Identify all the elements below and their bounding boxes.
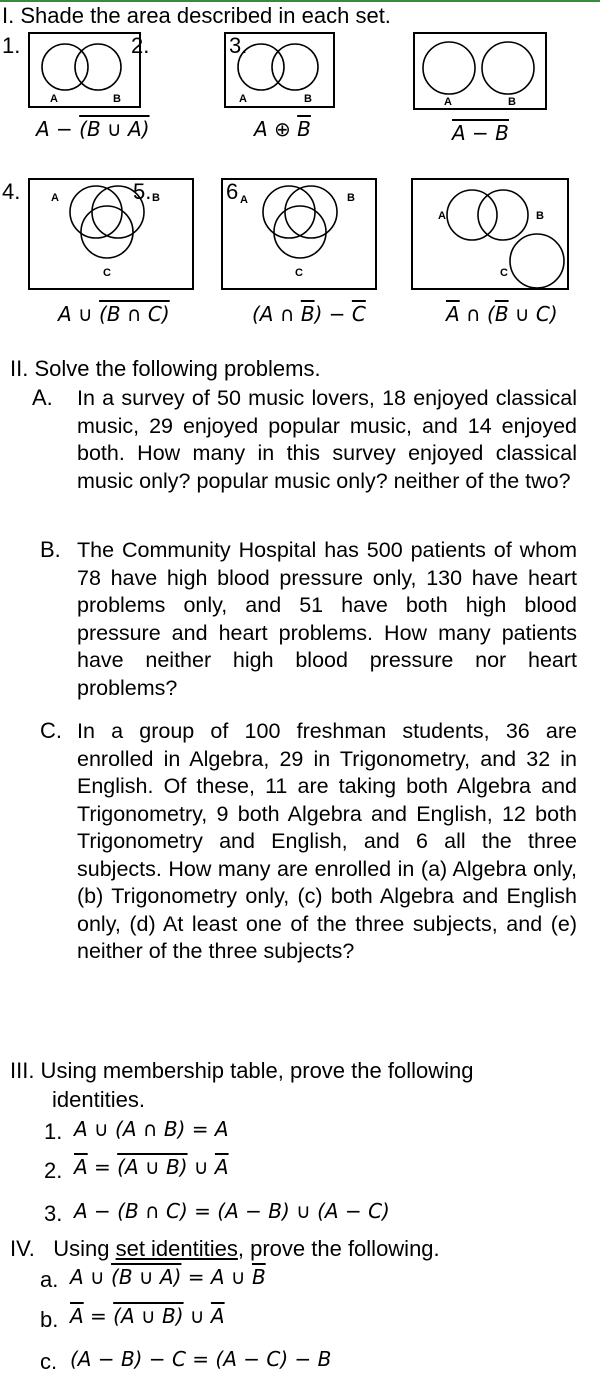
formula-2-overlined: $\overline{B}$ [297, 117, 311, 141]
formula-5: (A ∩ $\overline{B}) - \overline{C}$ [252, 302, 366, 326]
item-number-6: 6 [226, 179, 239, 204]
formula-4-overlined: (B ∩ C) [99, 302, 170, 326]
part2-heading: II. Solve the following problems. [10, 356, 321, 381]
part4-heading: IV. Using set identities, prove the following. [10, 1236, 440, 1261]
venn2-label-b: B [304, 93, 312, 105]
venn1-label-a: A [50, 93, 58, 105]
part4-item-a-formula: A ∪ (B ∪ A) = A ∪ $\overline{B}$ [70, 1265, 266, 1289]
part4-item-c-formula: (A − B) − C = (A − C) − B [70, 1347, 332, 1371]
part4-item-b-num: b. [40, 1307, 59, 1332]
formula-3 [452, 121, 509, 145]
part3-item-2-formula: $\overline{A} = (A$ ∪ B) ∪ $\overline{A}$ [74, 1155, 229, 1179]
formula-2: A ⊕ $\overline{B}$ [254, 117, 311, 141]
part1-heading: I. Shade the area described in each set. [2, 3, 391, 28]
formula-3-overlined: A − B [452, 121, 509, 145]
venn5-label-b: B [347, 192, 355, 204]
part3-item-3-formula: A − (B ∩ C) = (A − B) ∪ (A − C) [74, 1199, 390, 1223]
part3-heading-line2: identities. [52, 1087, 145, 1112]
venn5-label-c: C [295, 267, 303, 279]
formula-6: $\overline{A}$ ∩ ($\overline{B}$ ∪ C) [446, 302, 558, 326]
item-number-2: 2. [131, 33, 150, 58]
formula-1: A − (B ∪ A) [36, 117, 150, 141]
part4-item-a-num: a. [40, 1267, 59, 1292]
part3-item-1-formula: A ∪ (A ∩ B) = A [74, 1117, 229, 1141]
item-number-1: 1. [2, 33, 21, 58]
universe-box-1 [29, 33, 140, 107]
set-identities-underlined: set identities [115, 1236, 238, 1261]
problem-b-text: The Community Hospital has 500 patients of whom 78 have high blood pressure only, 130 have heart problems only, and 51 have both high blood pressure and heart problems. How many patients have neither high blood pressure nor heart problems? [77, 538, 577, 700]
part4-item-c-num: c. [40, 1349, 58, 1374]
top-border [0, 0, 600, 2]
part3-item-3-num: 3. [44, 1201, 63, 1226]
venn2-label-a: A [239, 93, 247, 105]
item-number-3: 3. [229, 33, 248, 58]
part3-item-2-num: 2. [44, 1158, 63, 1183]
item-number-4: 4. [2, 179, 21, 204]
formula-4: A ∪ (B ∩ C) [58, 302, 170, 326]
problem-c-letter: C. [40, 718, 62, 743]
venn-row-2 [0, 175, 600, 300]
problem-b-letter: B. [40, 537, 61, 562]
venn3-label-a: A [444, 96, 452, 108]
formula-1-overlined: (B ∪ A) [79, 117, 150, 141]
venn6-label-c: C [500, 267, 508, 279]
universe-box-6 [412, 179, 568, 289]
problem-a-letter: A. [32, 385, 53, 410]
venn6-label-a: A [438, 210, 446, 222]
problem-c-text: In a group of 100 freshman students, 36 are enrolled in Algebra, 29 in Trigonometry, and 32 in English. Of these, 11 are taking both Algebra and Trigonometry, 9 both Algebra and English, 12 both Trigonometry and English, and 6 all the three subjects. How many are enrolled in (a) Algebra only, (b) Trigonometry only, (c) both Algebra and English only, (d) At least one of the three subjects, and (e) neither of the three subjects? [77, 719, 577, 963]
venn1-label-b: B [113, 93, 121, 105]
part3-item-1-num: 1. [44, 1119, 63, 1144]
venn4-label-c: C [103, 267, 111, 279]
venn5-label-a: A [240, 194, 248, 206]
venn3-label-b: B [508, 96, 516, 108]
problem-a-text: In a survey of 50 music lovers, 18 enjoyed classical music, 29 enjoyed popular music, and 14 enjoyed both. How many in this survey enjoyed classical music only? popular music only? neither of the two? [77, 386, 577, 493]
venn6-label-b: B [536, 210, 544, 222]
venn4-label-b: B [152, 192, 160, 204]
part3-heading-line1: III. Using membership table, prove the following [10, 1058, 474, 1083]
item-number-5: 5. [133, 179, 152, 204]
universe-box-3 [414, 33, 546, 109]
part4-item-b-formula: $\overline{A} = (A$ ∪ B) ∪ $\overline{A}$ [70, 1304, 225, 1328]
venn4-label-a: A [51, 192, 59, 204]
